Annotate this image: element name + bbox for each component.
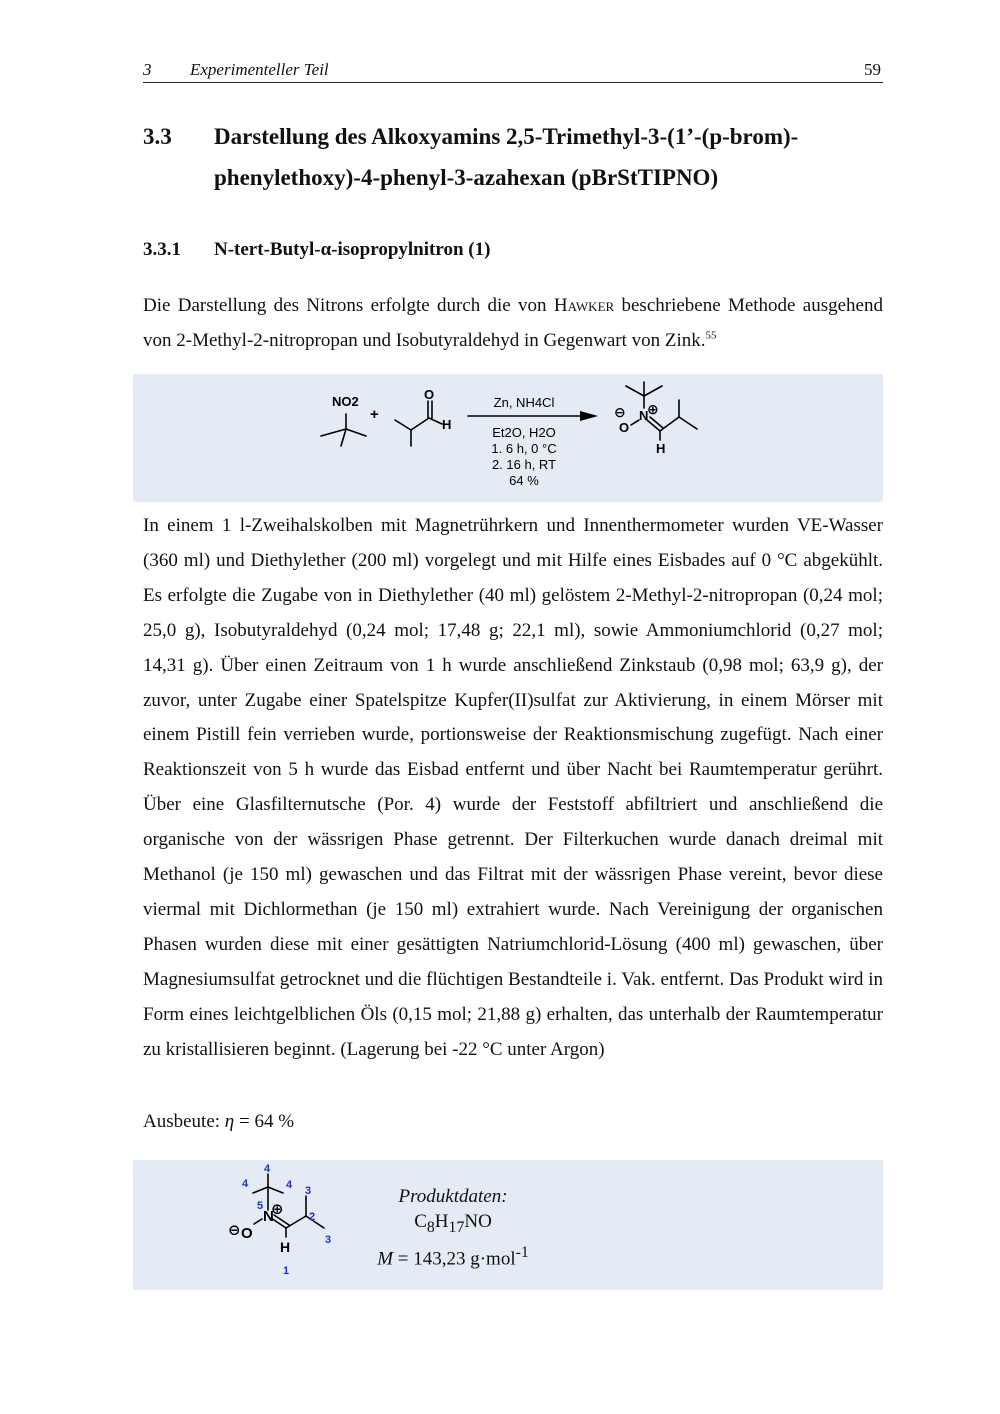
- h-label: H: [280, 1239, 291, 1255]
- molar-mass: M = 143,23 g·mol$^{-1}$: [377, 1243, 529, 1270]
- bond-p-tbu-2: [626, 386, 644, 396]
- author-name: Hawker: [553, 295, 615, 316]
- bond-methyl-left: [321, 429, 346, 436]
- yield-value: = 64 %: [234, 1111, 295, 1132]
- product-data: [361, 1184, 545, 1271]
- running-header: [143, 58, 883, 83]
- bond-c-ch: [286, 1216, 306, 1228]
- molecular-formula: $C_8H_{17}NO$: [414, 1211, 492, 1236]
- section-title: Darstellung des Alkoxyamins 2,5-Trimethyl-3-(1’-(p-brom)-phenylethoxy)-4-phenyl-3-azahexan (pBrStTIPNO): [214, 124, 799, 190]
- bond-iso-1: [395, 420, 411, 430]
- condition-3: 2. 16 h, RT: [491, 457, 557, 472]
- procedure-paragraph: In einem 1 l-Zweihalskolben mit Magnetrührkern und Innenthermometer wurden VE-Wasser (360 ml) und Diethylether (200 ml) vorgelegt und mit Hilfe eines Eisbades auf 0 °C abgekühlt. Es erfolgte die Zugabe von in Diethylether (40 ml) gelöstem 2-Methyl-2-nitropropan (0,24 mol; 25,0 g), Isobutyraldehyd (0,24 mol; 17,48 g; 22,1 ml), sowie Ammoniumchlorid (0,27 mol; 14,31 g). Über einen Zeitraum von 1 h wurde anschließend Zinkstaub (0,98 mol; 63,9 g), der zuvor, unter Zugabe einer Spatelspitze Kupfer(II)sulfat zur Aktivierung, in einem Mörser mit einem Pistill fein verrieben wurde, portionsweise der Reaktionsmischung zugefügt. Nach einer Reaktionszeit von 5 h wurde das Eisbad entfernt und über Nacht bei Raumtemperatur gerührt. Über eine Glasfilternutsche (Por. 4) wurde der Feststoff abfiltriert und anschließend die organische von der wässrigen Phase getrennt. Der Filterkuchen wurde danach dreimal mit Methanol (je 150 ml) gewaschen und das Filtrat mit der wässrigen Phase vereint, bevor diese viermal mit Dichlormethan (je 150 ml) extrahiert wurde. Nach Vereinigung der organischen Phasen wurden diese mit einer gesättigten Natriumchlorid-Lösung (400 ml) gewaschen, über Magnesiumsulfat getrocknet und die flüchtigen Bestandteile i. Vak. entfernt. Das Produkt wird in Form eines leichtgelblichen Öls (0,15 mol; 21,88 g) erhalten, das unterhalb der Raumtemperatur zu kristallisieren beginnt. (Lagerung bei -22 °C unter Argon): [143, 515, 883, 1060]
- no2-label: NO2: [332, 394, 359, 409]
- condition-1: Et2O, H2O: [492, 425, 556, 440]
- bond-p-n-o: [631, 420, 639, 425]
- plus-charge: ⊕: [271, 1201, 284, 1218]
- bond-methyl-down: [341, 429, 346, 446]
- atom-number-3-top: 3: [305, 1185, 312, 1197]
- yield-label: Ausbeute:: [143, 1111, 225, 1132]
- product-data-box: [133, 1160, 883, 1290]
- reaction-arrow-head: [580, 411, 598, 421]
- yield-line: [143, 1111, 294, 1133]
- plus-sign: +: [370, 406, 379, 423]
- bond-methyl-right: [346, 429, 366, 436]
- page-number: 59: [864, 60, 881, 79]
- bond-tbu-left: [253, 1187, 268, 1193]
- atom-number-1: 1: [283, 1265, 290, 1277]
- atom-number-5: 5: [257, 1200, 264, 1212]
- atom-number-2: 2: [309, 1211, 316, 1223]
- bond-p-n-c-2: [650, 417, 663, 428]
- product-n-label: N: [639, 408, 649, 423]
- section-number: 3.3: [143, 124, 172, 149]
- atom-number-3-right: 3: [325, 1234, 332, 1246]
- bond-p-tbu-3: [644, 386, 662, 396]
- aldehyde-h-label: H: [442, 417, 452, 432]
- n-label: N: [263, 1208, 274, 1225]
- product-o-label: O: [619, 420, 630, 435]
- intro-text-after: beschriebene Methode ausgehend von 2-Methyl-2-nitropropan und Isobutyraldehyd in Gegenwart von Zink.: [143, 295, 883, 351]
- condition-4: 64 %: [509, 473, 539, 488]
- atom-number-4-left: 4: [242, 1178, 249, 1190]
- intro-paragraph: [143, 289, 883, 359]
- bond-tbu-right: [268, 1187, 283, 1193]
- bond-n-o: [254, 1219, 262, 1224]
- plus-charge: ⊕: [647, 401, 659, 417]
- yield-symbol: η: [224, 1111, 235, 1132]
- chapter-number: 3: [143, 60, 152, 79]
- bond-iso-4: [429, 418, 442, 424]
- minus-charge: ⊖: [228, 1222, 241, 1239]
- reaction-scheme-drawing: [133, 374, 883, 502]
- subsection-title: N-tert-Butyl-α-isopropylnitron (1): [214, 239, 491, 260]
- chapter-title: Experimenteller Teil: [190, 60, 329, 79]
- reference-number: 55: [705, 329, 717, 342]
- condition-2: 1. 6 h, 0 °C: [491, 441, 557, 456]
- bond-p-ch-me2: [679, 417, 697, 429]
- subsection-number: 3.3.1: [143, 239, 181, 260]
- intro-text-before: Die Darstellung des Nitrons erfolgte durch die von: [143, 295, 554, 316]
- minus-charge: ⊖: [614, 404, 626, 420]
- bond-iso-3: [411, 418, 429, 430]
- reagent-top: Zn, NH4Cl: [493, 395, 555, 410]
- bond-p-c-ch: [660, 417, 679, 431]
- bond-p-n-c-1: [647, 420, 660, 431]
- atom-number-4-right: 4: [286, 1179, 293, 1191]
- reaction-scheme: [133, 374, 883, 502]
- product-h-label: H: [656, 441, 666, 456]
- aldehyde-o-label: O: [424, 387, 435, 402]
- product-data-heading: Produktdaten:: [398, 1186, 508, 1207]
- o-label: O: [241, 1225, 253, 1242]
- atom-number-4-top: 4: [264, 1163, 271, 1175]
